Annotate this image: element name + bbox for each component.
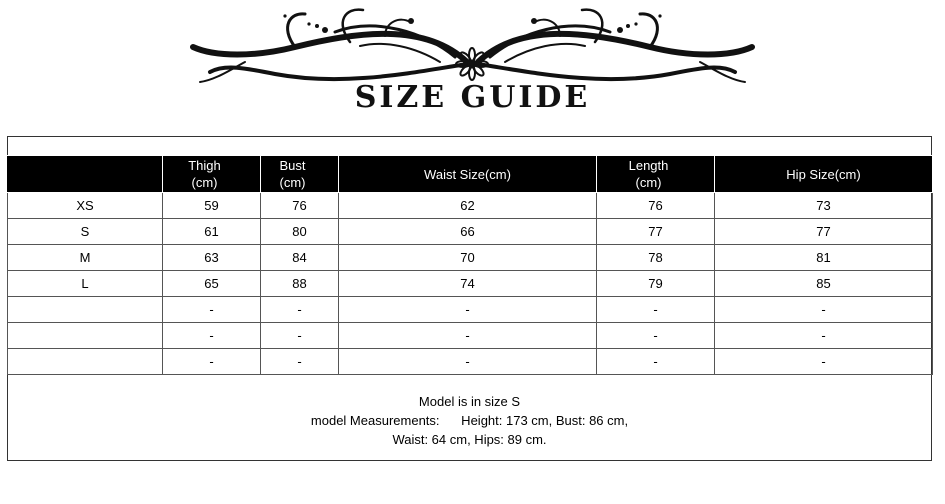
table-cell: 61 bbox=[163, 219, 261, 245]
size-label bbox=[8, 323, 163, 349]
size-label bbox=[8, 297, 163, 323]
table-header-row bbox=[8, 156, 933, 193]
table-cell: 70 bbox=[339, 245, 597, 271]
table-cell: 74 bbox=[339, 271, 597, 297]
table-row bbox=[8, 245, 933, 271]
table-row bbox=[8, 219, 933, 245]
size-label bbox=[8, 349, 163, 375]
header bbox=[0, 0, 945, 130]
table-cell: 76 bbox=[261, 193, 339, 219]
size-table bbox=[7, 155, 933, 375]
table-cell: - bbox=[163, 297, 261, 323]
model-measurements-text: model Measurements: Height: 173 cm, Bust: 86 cm, bbox=[310, 413, 629, 428]
column-header bbox=[8, 156, 163, 193]
column-header-thigh: Thigh (cm) bbox=[163, 156, 261, 193]
column-header-length: Length (cm) bbox=[597, 156, 715, 193]
table-row bbox=[8, 323, 933, 349]
size-label: S bbox=[8, 219, 163, 245]
table-cell: - bbox=[339, 297, 597, 323]
table-cell: 84 bbox=[261, 245, 339, 271]
table-cell: - bbox=[715, 349, 933, 375]
model-size-text: Model is in size S bbox=[418, 394, 521, 409]
model-notes bbox=[7, 392, 932, 449]
model-measurements-text-2: Waist: 64 cm, Hips: 89 cm. bbox=[392, 432, 547, 447]
table-cell: - bbox=[715, 297, 933, 323]
column-header-hip: Hip Size(cm) bbox=[715, 156, 933, 193]
table-cell: - bbox=[261, 297, 339, 323]
column-header-waist: Waist Size(cm) bbox=[339, 156, 597, 193]
table-cell: 79 bbox=[597, 271, 715, 297]
table-cell: - bbox=[597, 323, 715, 349]
table-cell: 59 bbox=[163, 193, 261, 219]
table-cell: - bbox=[163, 349, 261, 375]
table-cell: - bbox=[261, 323, 339, 349]
table-cell: - bbox=[261, 349, 339, 375]
size-label: XS bbox=[8, 193, 163, 219]
table-cell: 77 bbox=[715, 219, 933, 245]
table-cell: 81 bbox=[715, 245, 933, 271]
table-cell: 78 bbox=[597, 245, 715, 271]
floral-ornament-icon bbox=[185, 2, 760, 90]
table-cell: - bbox=[715, 323, 933, 349]
table-cell: 65 bbox=[163, 271, 261, 297]
table-cell: 85 bbox=[715, 271, 933, 297]
column-header-bust: Bust (cm) bbox=[261, 156, 339, 193]
size-label: L bbox=[8, 271, 163, 297]
table-cell: - bbox=[339, 323, 597, 349]
table-cell: 76 bbox=[597, 193, 715, 219]
table-row bbox=[8, 349, 933, 375]
table-cell: 77 bbox=[597, 219, 715, 245]
table-cell: 80 bbox=[261, 219, 339, 245]
table-cell: - bbox=[163, 323, 261, 349]
size-label: M bbox=[8, 245, 163, 271]
page-title: SIZE GUIDE bbox=[354, 80, 591, 115]
table-row bbox=[8, 297, 933, 323]
table-row bbox=[8, 193, 933, 219]
table-cell: 88 bbox=[261, 271, 339, 297]
table-cell: - bbox=[339, 349, 597, 375]
table-cell: 62 bbox=[339, 193, 597, 219]
table-cell: 63 bbox=[163, 245, 261, 271]
table-cell: 66 bbox=[339, 219, 597, 245]
table-cell: 73 bbox=[715, 193, 933, 219]
table-row bbox=[8, 271, 933, 297]
table-cell: - bbox=[597, 297, 715, 323]
table-cell: - bbox=[597, 349, 715, 375]
